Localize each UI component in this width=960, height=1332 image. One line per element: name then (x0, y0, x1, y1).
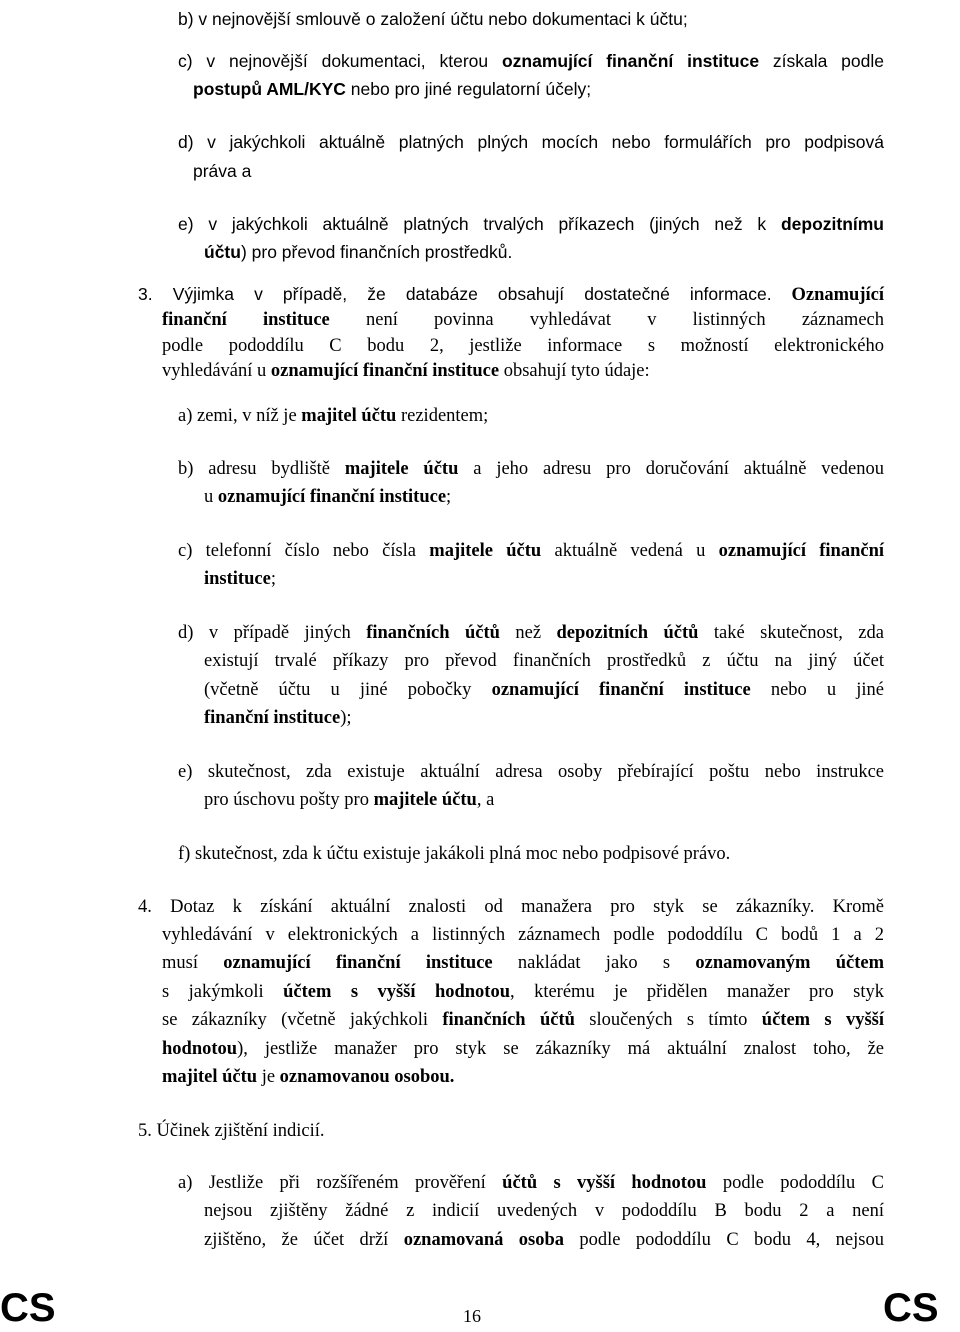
text-run: také skutečnost, zda (698, 623, 884, 643)
text-run: Výjimka v případě, že databáze obsahují dostatečné informace. (172, 284, 772, 304)
bold-term: instituce (204, 569, 271, 589)
text-line-e-adresa-1 (178, 758, 884, 786)
bold-term: hodnotou (162, 1039, 238, 1059)
text-run: e) skutečnost, zda existuje aktuální adresa osoby přebírající poštu nebo instrukce (178, 762, 884, 782)
bold-term: účtů s vyšší hodnotou (502, 1173, 707, 1193)
text-run: vyhledávání v elektronických a listinných záznamech podle pododdílu C bodů 1 a 2 (162, 925, 884, 945)
text-run: d) v případě jiných (178, 623, 367, 643)
text-line-b-adresa-2 (204, 483, 504, 511)
bold-term: postupů AML/KYC (193, 79, 346, 99)
text-run: existují trvalé příkazy pro převod finančních prostředků z účtu na jiný účet (204, 651, 884, 671)
text-run: u (204, 487, 218, 507)
text-run: ), jestliže manažer pro styk se zákazníky má aktuální znalost toho, že (237, 1039, 884, 1059)
text-run: , a (476, 790, 495, 810)
bold-term: majitele účtu (373, 790, 477, 810)
text-run: c) v nejnovější dokumentaci, kterou (178, 51, 502, 71)
bold-term: majitele účtu (344, 459, 459, 479)
text-run: než (499, 623, 557, 643)
text-run: je (257, 1067, 280, 1087)
text-run: b) adresu bydliště (178, 459, 345, 479)
text-line-p4-1 (138, 893, 884, 921)
text-run: nejsou zjištěny žádné z indicií uvedených v pododdílu B bodu 2 a není (204, 1201, 884, 1221)
text-line-a-zemi (178, 402, 558, 430)
text-line-p4-4 (162, 978, 884, 1006)
text-run: 5. Účinek zjištění indicií. (138, 1121, 325, 1141)
text-run: obsahují tyto údaje: (499, 361, 650, 381)
text-line-d-jine-ucty-3 (204, 676, 884, 704)
bold-term: majitele účtu (429, 541, 542, 561)
text-run: c) telefonní číslo nebo čísla (178, 541, 430, 561)
text-line-c-dokumentace-1 (178, 47, 884, 76)
text-line-p3-2 (162, 306, 884, 334)
text-run: nebo u jiné (750, 680, 885, 700)
text-run: nebo pro jiné regulatorní účely; (345, 79, 592, 99)
text-run: ; (446, 487, 452, 507)
bold-term: účtem s vyšší (761, 1010, 885, 1030)
text-line-e-adresa-2 (204, 786, 544, 814)
text-line-d-plne-moci-1 (178, 128, 884, 157)
text-line-d-jine-ucty-1 (178, 619, 884, 647)
text-run: aktuálně vedená u (541, 541, 719, 561)
text-run: , kterému je přidělen manažer pro styk (510, 982, 884, 1002)
bold-term: oznamovaným účtem (695, 953, 884, 973)
text-run: ) pro převod finančních prostředků. (240, 242, 513, 262)
bold-term: oznamující finanční instituce (217, 487, 447, 507)
text-line-p4-6 (162, 1035, 884, 1063)
text-run: práva a (193, 161, 252, 181)
text-line-e-prikazy-1 (178, 210, 884, 239)
text-line-b-smlouva (178, 5, 738, 34)
text-line-p3-1 (138, 280, 884, 309)
bold-term: Oznamující (791, 285, 884, 305)
text-run: pro úschovu pošty pro (204, 790, 374, 810)
text-run: vyhledávání u (162, 361, 271, 381)
text-run: e) v jakýchkoli aktuálně platných trvalých příkazech (jiných než k (178, 214, 781, 234)
language-code-right: CS (883, 1286, 939, 1330)
text-line-p4-2 (162, 921, 884, 949)
text-run: a jeho adresu pro doručování aktuálně vedenou (458, 459, 884, 479)
text-run: získala podle (759, 51, 884, 71)
bold-term: finančních účtů (442, 1010, 575, 1030)
text-run: d) v jakýchkoli aktuálně platných plných mocích nebo formulářích pro podpisová (178, 132, 884, 152)
bold-term: oznamující finanční instituce (223, 953, 493, 973)
text-run: není povinna vyhledávat v listinných záznamech (329, 310, 884, 330)
text-line-c-telefon-2 (204, 565, 324, 593)
bold-term: majitel účtu (301, 406, 397, 426)
text-run: a) Jestliže při rozšířeném prověření (178, 1173, 503, 1193)
text-run: podle pododdílu C bodu 2, jestliže informace s možností elektronického (162, 336, 884, 356)
text-line-p3-3 (162, 332, 884, 360)
bold-term: oznamovaná osoba (403, 1230, 565, 1250)
text-run: 4. Dotaz k získání aktuální znalosti od manažera pro styk se zákazníky. Kromě (138, 897, 884, 917)
bold-term: účtu (204, 242, 241, 262)
text-line-f-plna-moc (178, 840, 818, 868)
text-run: podle pododdílu C bodu 4, nejsou (564, 1230, 884, 1250)
page-number: 16 (463, 1306, 481, 1326)
text-run: sloučených s tímto (574, 1010, 762, 1030)
text-run: se zákazníky (včetně jakýchkoli (162, 1010, 443, 1030)
text-line-a-proverovani-1 (178, 1169, 884, 1197)
text-run: zjištěno, že účet drží (204, 1230, 404, 1250)
text-line-d-jine-ucty-4 (204, 704, 404, 732)
text-run: b) v nejnovější smlouvě o založení účtu nebo dokumentaci k účtu; (178, 9, 688, 29)
text-run: rezidentem; (396, 406, 489, 426)
text-run: nakládat jako s (492, 953, 696, 973)
text-line-a-proverovani-3 (204, 1226, 884, 1254)
bold-term: depozitních účtů (556, 623, 699, 643)
bold-term: finanční instituce (162, 310, 330, 330)
text-line-p4-5 (162, 1006, 884, 1034)
bold-term: účtem s vyšší hodnotou (283, 982, 511, 1002)
text-line-p3-4 (162, 357, 762, 385)
text-line-b-adresa-1 (178, 455, 884, 483)
text-line-e-prikazy-2 (204, 238, 564, 267)
text-run: ); (340, 708, 352, 728)
bold-term: oznamující finanční instituce (491, 680, 751, 700)
text-line-c-dokumentace-2 (193, 75, 593, 104)
text-run: s jakýmkoli (162, 982, 284, 1002)
text-run: 3. (138, 284, 173, 304)
bold-term: oznamující finanční (718, 541, 885, 561)
bold-term: finanční instituce (204, 708, 341, 728)
bold-term: oznamovanou osobou. (279, 1067, 455, 1087)
text-run: f) skutečnost, zda k účtu existuje jakákoli plná moc nebo podpisové právo. (178, 844, 731, 864)
text-line-a-proverovani-2 (204, 1197, 884, 1225)
bold-term: depozitnímu (780, 214, 884, 234)
text-run: musí (162, 953, 224, 973)
text-run: podle pododdílu C (706, 1173, 884, 1193)
bold-term: majitel účtu (162, 1067, 258, 1087)
text-line-d-jine-ucty-2 (204, 647, 884, 675)
text-line-p5 (138, 1117, 398, 1145)
text-run: (včetně účtu u jiné pobočky (204, 680, 492, 700)
bold-term: finančních účtů (366, 623, 500, 643)
text-run: a) zemi, v níž je (178, 406, 302, 426)
text-line-d-plne-moci-2 (193, 157, 273, 186)
language-code-left: CS (0, 1286, 56, 1330)
bold-term: oznamující finanční instituce (501, 51, 760, 71)
bold-term: oznamující finanční instituce (270, 361, 500, 381)
text-line-p4-3 (162, 949, 884, 977)
text-run (772, 285, 792, 305)
text-run: ; (270, 569, 276, 589)
text-line-p4-7 (162, 1063, 502, 1091)
text-line-c-telefon-1 (178, 537, 884, 565)
